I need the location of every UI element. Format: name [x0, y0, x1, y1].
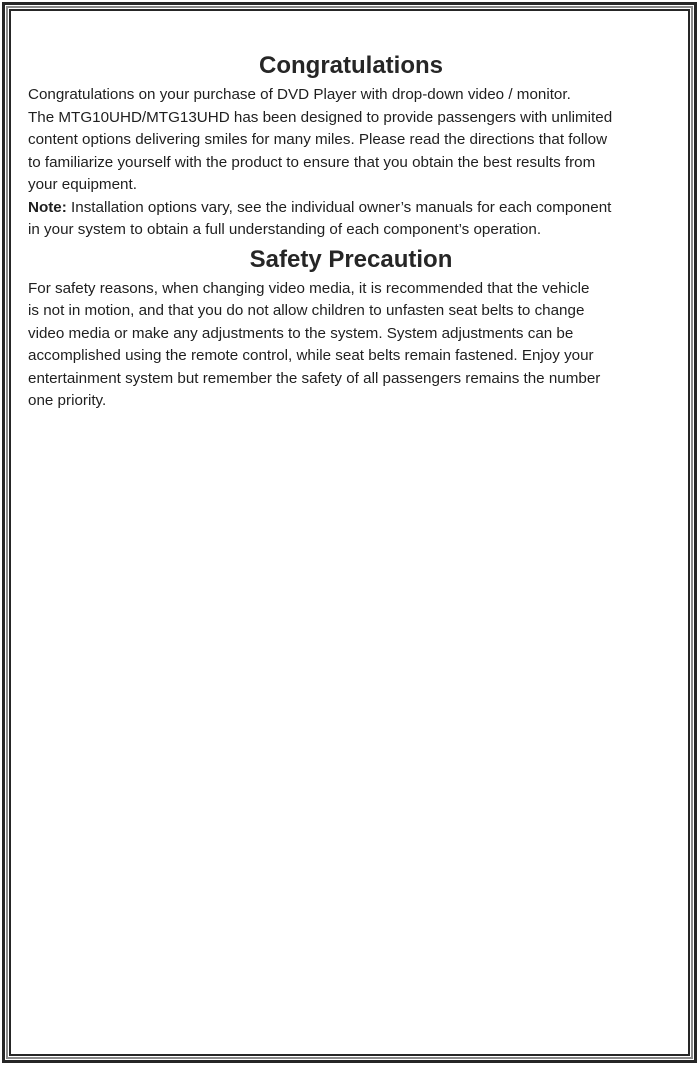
congratulations-line: The MTG10UHD/MTG13UHD has been designed to provide passengers with unlimited: [28, 108, 613, 126]
congratulations-line: Congratulations on your purchase of DVD Player with drop-down video / monitor.: [28, 86, 571, 103]
congratulations-line: content options delivering smiles for many miles. Please read the directions that follow: [28, 131, 608, 148]
safety-line: one priority.: [28, 392, 107, 409]
congratulations-line: your equipment.: [28, 176, 137, 193]
safety-line: video media or make any adjustments to the system. System adjustments can be: [28, 324, 574, 342]
note-text: Installation options vary, see the individual owner’s manuals for each component: [71, 198, 612, 216]
safety-line: entertainment system but remember the safety of all passengers remains the number: [28, 369, 601, 387]
congratulations-line: to familiarize yourself with the product to ensure that you obtain the best results from: [28, 153, 596, 171]
safety-paragraph: [28, 278, 674, 413]
note-line: [28, 197, 674, 220]
note-line: in your system to obtain a full understanding of each component’s operation.: [28, 221, 542, 238]
safety-line: is not in motion, and that you do not allow children to unfasten seat belts to change: [28, 302, 585, 319]
safety-line: accomplished using the remote control, while seat belts remain fastened. Enjoy your: [28, 347, 594, 364]
note-paragraph: [28, 197, 674, 242]
congratulations-paragraph: [28, 84, 674, 197]
note-label: Note:: [28, 198, 67, 216]
page-content: [28, 48, 674, 413]
safety-precaution-heading: Safety Precaution: [249, 245, 453, 273]
safety-line: For safety reasons, when changing video media, it is recommended that the vehicle: [28, 279, 590, 297]
congratulations-heading: Congratulations: [259, 52, 443, 79]
